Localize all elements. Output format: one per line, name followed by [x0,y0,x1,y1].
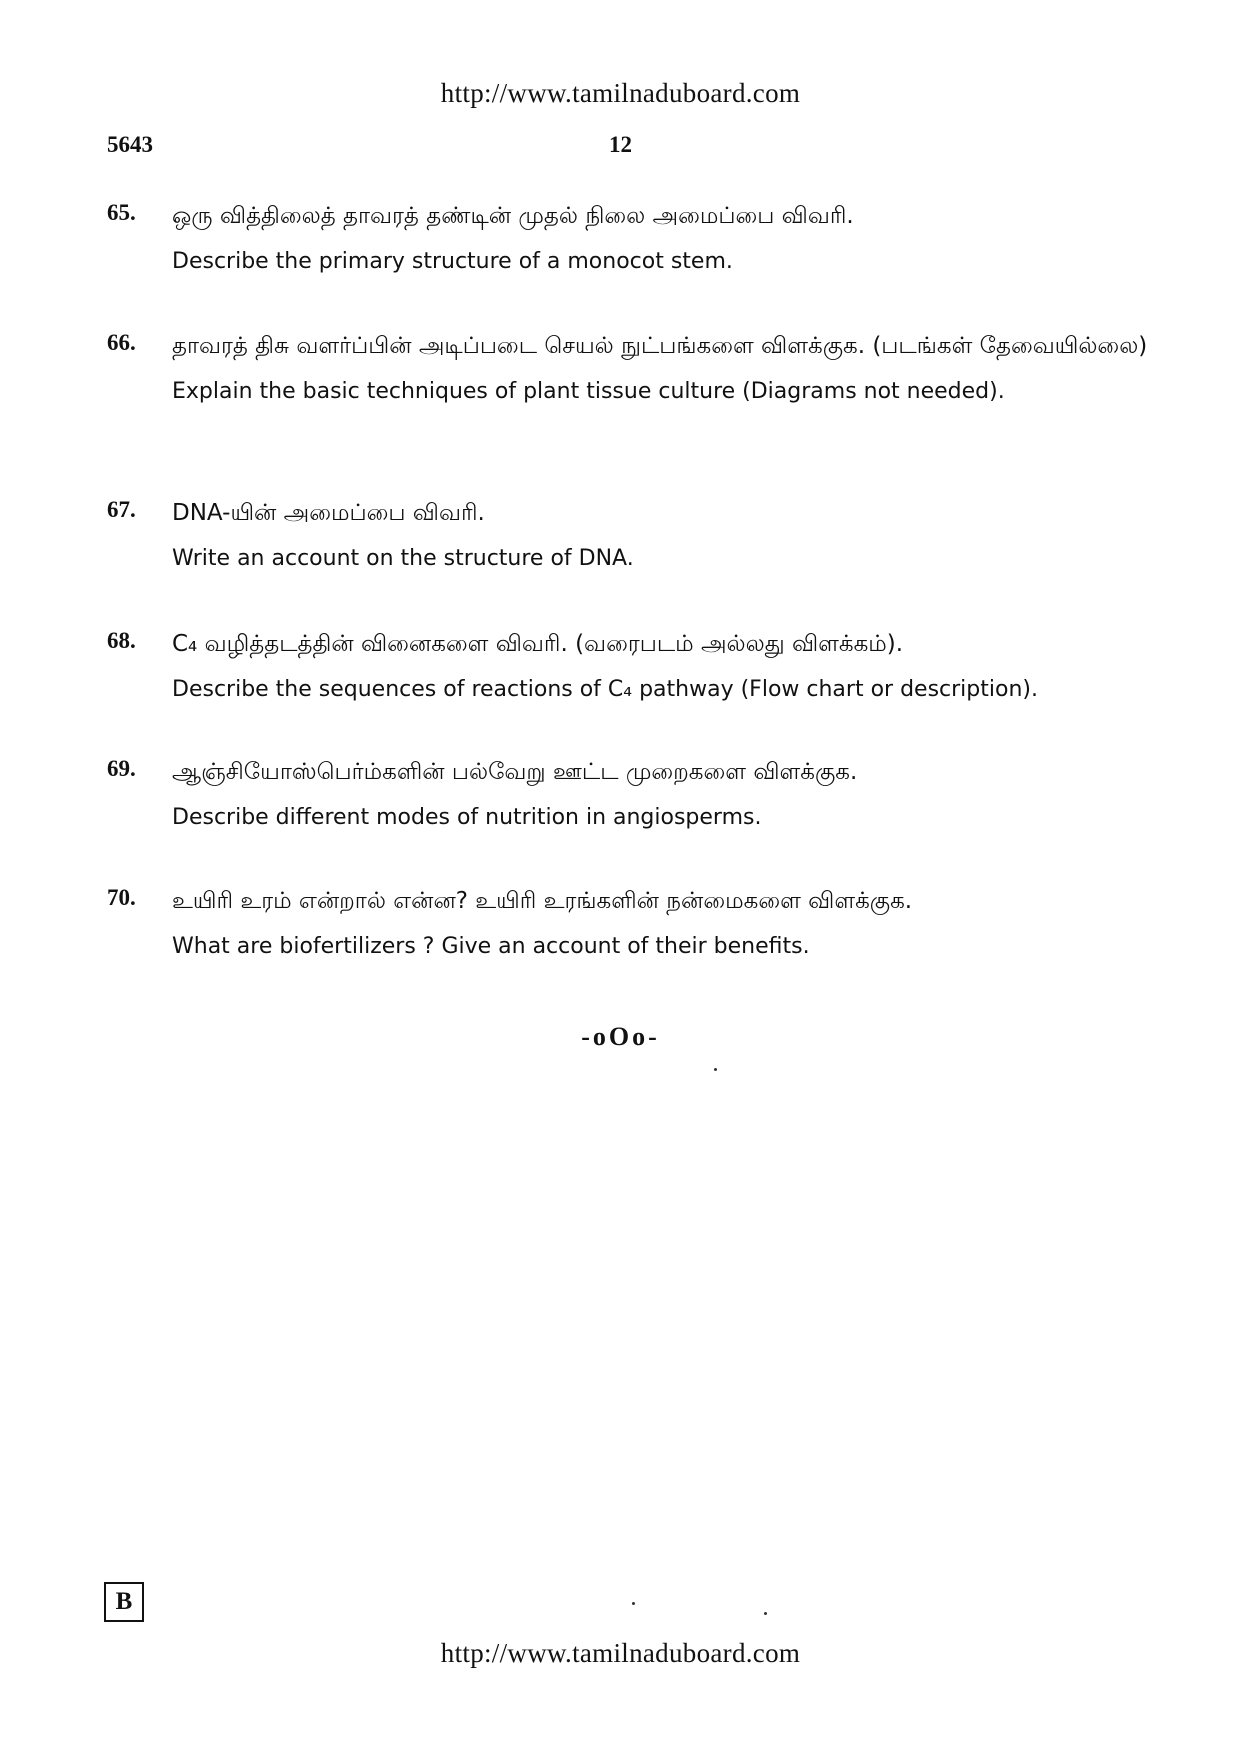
question-text-english: What are biofertilizers ? Give an account of their benefits. [172,934,810,959]
question-text-tamil: C₄ வழித்தடத்தின் வினைகளை விவரி. (வரைபடம் அல்லது விளக்கம்). [172,631,904,657]
header-url: http://www.tamilnaduboard.com [440,78,801,108]
scan-speck [714,1068,717,1071]
question-number: 69. [107,756,136,781]
footer-url: http://www.tamilnaduboard.com [440,1638,801,1668]
question-text-tamil: DNA-யின் அமைப்பை விவரி. [172,500,485,526]
question-text-english: Describe different modes of nutrition in angiosperms. [172,805,762,830]
question-number: 66. [107,330,136,355]
question-text-english: Write an account on the structure of DNA. [172,546,634,571]
end-of-paper-mark: -oOo- [581,1022,660,1051]
page-number: 12 [609,132,632,157]
question-number: 68. [107,628,136,653]
scan-speck [764,1612,767,1615]
question-text-english: Describe the sequences of reactions of C₄ pathway (Flow chart or description). [172,677,1038,702]
question-text-tamil: ஆஞ்சியோஸ்பெர்ம்களின் பல்வேறு ஊட்ட முறைகளை விளக்குக. [172,759,858,785]
question-number: 67. [107,497,136,522]
question-text-english: Explain the basic techniques of plant tissue culture (Diagrams not needed). [172,379,1005,404]
paper-code: 5643 [107,132,153,157]
question-text-tamil: உயிரி உரம் என்றால் என்ன? உயிரி உரங்களின் நன்மைகளை விளக்குக. [172,888,913,914]
question-number: 65. [107,200,136,225]
question-text-tamil: ஒரு வித்திலைத் தாவரத் தண்டின் முதல் நிலை அமைப்பை விவரி. [172,203,854,229]
question-number: 70. [107,885,136,910]
booklet-series-box: B [104,1582,144,1622]
scan-speck [632,1602,635,1605]
question-text-tamil: தாவரத் திசு வளர்ப்பின் அடிப்படை செயல் நுட்பங்களை விளக்குக. (படங்கள் தேவையில்லை) [172,333,1148,359]
question-text-english: Describe the primary structure of a monocot stem. [172,249,733,274]
